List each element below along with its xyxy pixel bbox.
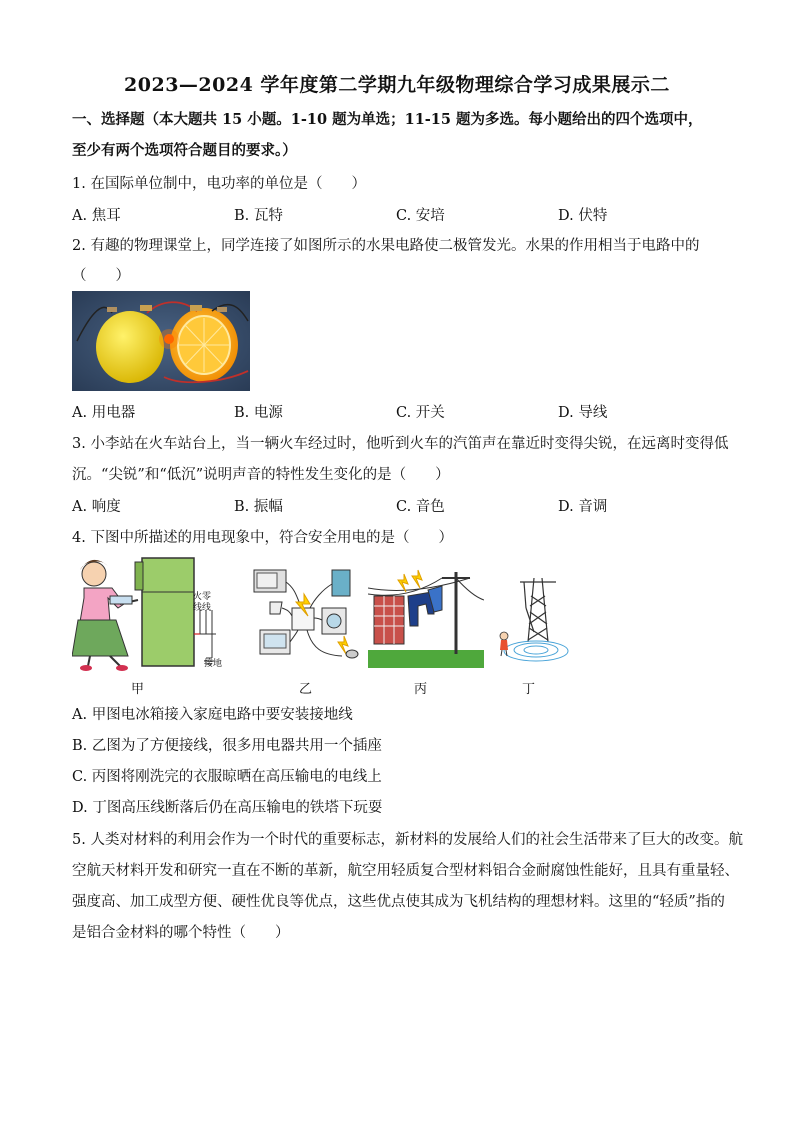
figure-yi-caption: 乙 — [299, 682, 313, 697]
q4-stem: 4. 下图中所描述的用电现象中，符合安全用电的是（ ） — [72, 530, 453, 546]
q3-stem: 3. 小李站在火车站台上，当一辆火车经过时，他听到火车的汽笛声在靠近时变得尖锐，在远离时变得低 — [72, 436, 729, 452]
figure-ding-caption: 丁 — [522, 682, 536, 697]
q4-option-d: D. 丁图高压线断落后仍在高压输电的铁塔下玩耍 — [72, 800, 383, 816]
q5-stem-line-2: 空航天材料开发和研究一直在不断的革新，航空用轻质复合型材料铝合金耐腐蚀性能好，且具有重量轻、 — [72, 863, 739, 879]
section-heading: 一、选择题（本大题共 15 小题。1-10 题为单选；11-15 题为多选。每小题给出的四个选项中， — [72, 111, 703, 128]
q4-option-b: B. 乙图为了方便接线，很多用电器共用一个插座 — [72, 738, 382, 754]
figure-bing-caption: 丙 — [414, 682, 428, 697]
ground-label: 接地 — [204, 659, 223, 669]
page-title: 2023—2024 学年度第二学期九年级物理综合学习成果展示二 — [124, 74, 670, 96]
q1-option-c: C. 安培 — [396, 208, 445, 224]
figure-ding-fallen-power-line — [490, 572, 572, 668]
q3-stem-cont: 沉。“尖锐”和“低沉”说明声音的特性发生变化的是（ ） — [72, 467, 450, 483]
wire-label: 线线 — [193, 603, 212, 613]
figure-bing-clothes-on-power-line — [368, 566, 484, 668]
fire-neutral-label: 火零 — [193, 592, 212, 602]
q2-option-d: D. 导线 — [558, 405, 608, 421]
section-heading-cont: 至少有两个选项符合题目的要求。） — [72, 142, 297, 159]
q5-stem-line-3: 强度高、加工成型方便、硬性优良等优点，这些优点使其成为飞机结构的理想材料。这里的“轻质”指的 — [72, 894, 725, 910]
fruit-battery-photo — [72, 291, 250, 391]
q2-option-a: A. 用电器 — [72, 405, 136, 421]
q3-option-d: D. 音调 — [558, 499, 608, 515]
q4-option-a: A. 甲图电冰箱接入家庭电路中要安装接地线 — [72, 707, 353, 723]
q3-option-c: C. 音色 — [396, 499, 445, 515]
q1-stem: 1. 在国际单位制中，电功率的单位是（ ） — [72, 176, 366, 192]
q5-stem-line-1: 5. 人类对材料的利用会作为一个时代的重要标志，新材料的发展给人们的社会生活带来了巨大的改变。航 — [72, 832, 743, 848]
q3-option-a: A. 响度 — [72, 499, 121, 515]
q5-stem-line-4: 是铝合金材料的哪个特性（ ） — [72, 925, 290, 941]
figure-jia-caption: 甲 — [131, 682, 145, 697]
q1-option-b: B. 瓦特 — [234, 208, 283, 224]
figure-jia-refrigerator — [72, 552, 237, 672]
q3-option-b: B. 振幅 — [234, 499, 283, 515]
q2-stem-cont: （ ） — [72, 268, 130, 284]
q1-option-a: A. 焦耳 — [72, 208, 121, 224]
q4-option-c: C. 丙图将刚洗完的衣服晾晒在高压输电的电线上 — [72, 769, 382, 785]
q2-option-c: C. 开关 — [396, 405, 445, 421]
figure-yi-overloaded-socket — [252, 560, 362, 668]
q1-option-d: D. 伏特 — [558, 208, 608, 224]
q2-stem: 2. 有趣的物理课堂上，同学连接了如图所示的水果电路使二极管发光。水果的作用相当于电路中的 — [72, 238, 700, 254]
q2-option-b: B. 电源 — [234, 405, 283, 421]
